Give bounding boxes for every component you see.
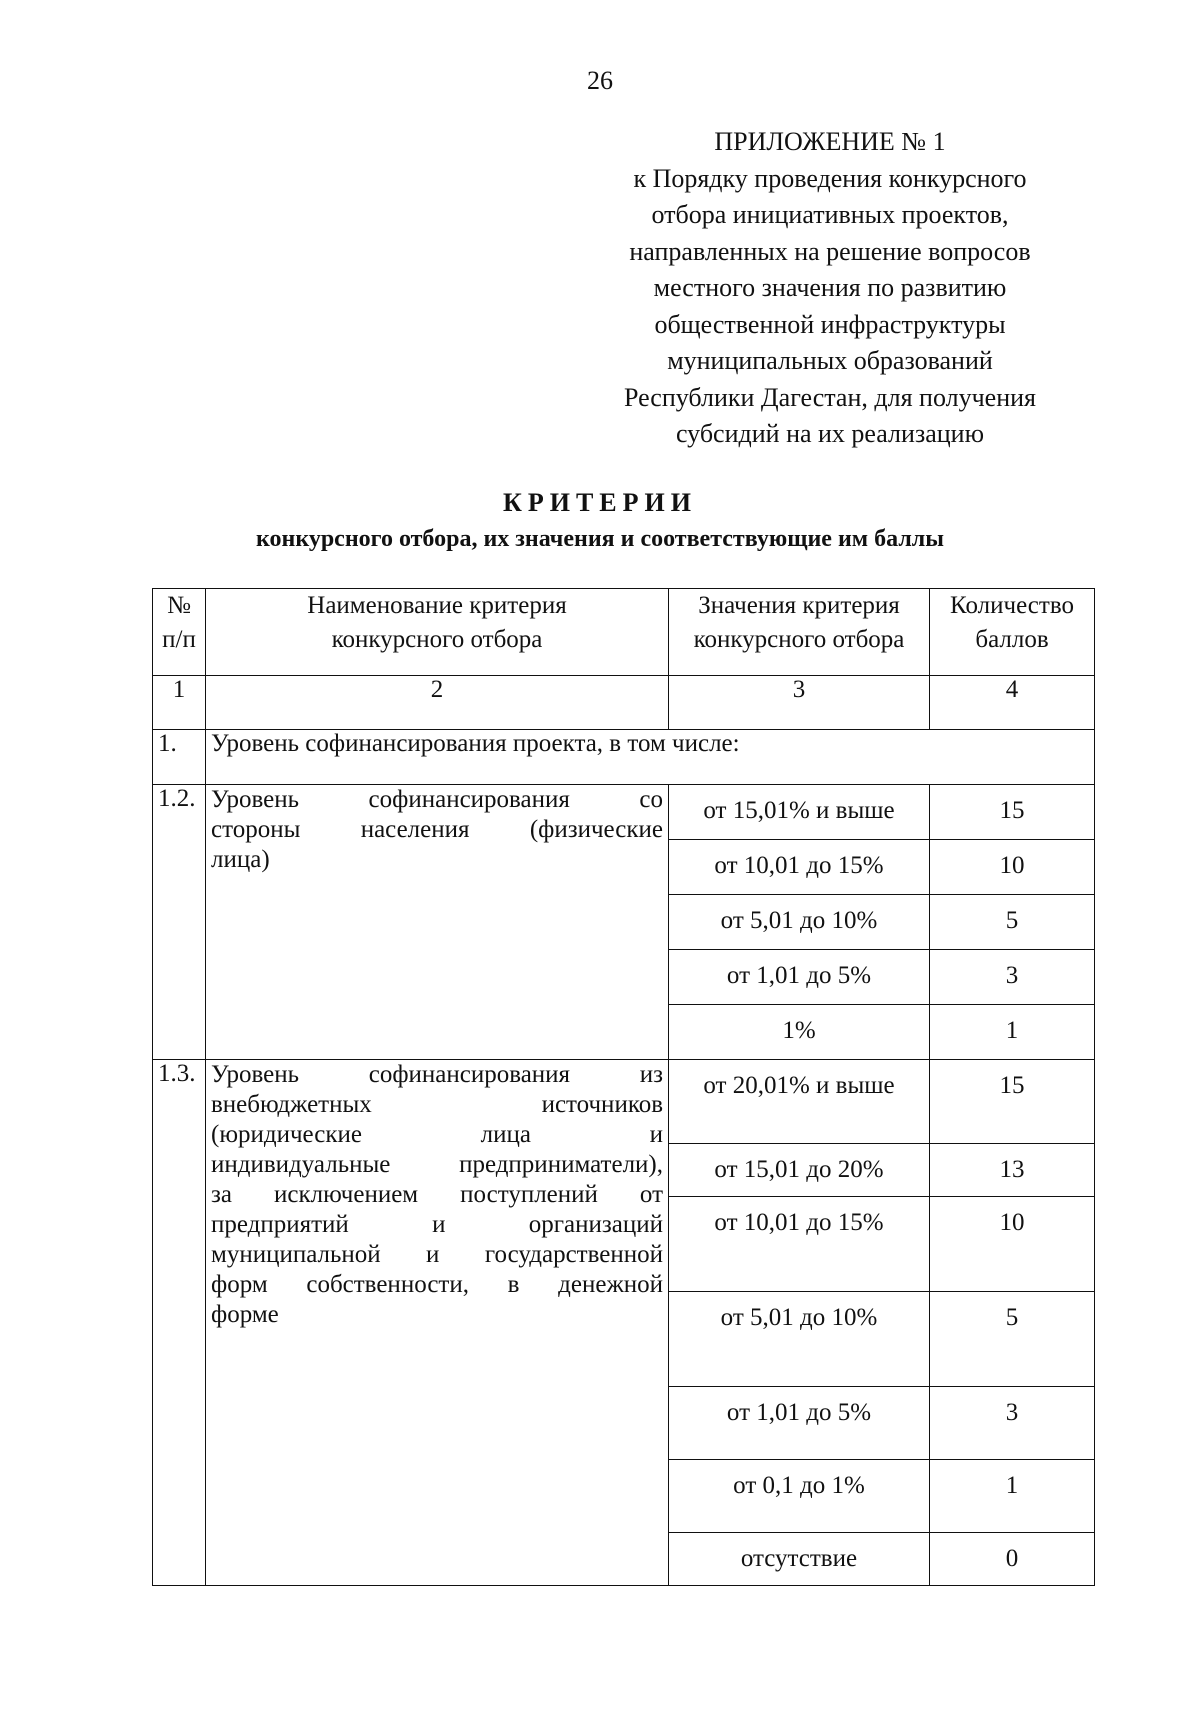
column-number-row: [153, 676, 1095, 730]
header-cell-score: Количество баллов: [930, 589, 1095, 676]
column-number: 3: [669, 676, 930, 730]
criterion-score: 13: [930, 1144, 1095, 1197]
section-number: 1.: [153, 730, 206, 785]
document-title: КРИТЕРИИ: [503, 488, 697, 517]
appendix-line: к Порядку проведения конкурсного: [633, 163, 1027, 193]
criterion-text: Уровень софинансирования из внебюджетных источников (юридические лица и индивидуальные предприниматели), за исключением поступлений от предприятий и организаций муниципальной и государственной форм собственности, в денежной форме: [206, 1060, 669, 1586]
criterion-value: 1%: [669, 1005, 930, 1060]
criterion-value: от 1,01 до 5%: [669, 950, 930, 1005]
header-cell-value: Значения критерия конкурсного отбора: [669, 589, 930, 676]
criterion-value: от 5,01 до 10%: [669, 895, 930, 950]
appendix-line: субсидий на их реализацию: [675, 419, 985, 448]
criterion-number: 1.3.: [153, 1060, 206, 1586]
criterion-value: от 0,1 до 1%: [669, 1460, 930, 1533]
section-text: Уровень софинансирования проекта, в том числе:: [206, 730, 1095, 785]
document-subtitle: конкурсного отбора, их значения и соответствующие им баллы: [256, 526, 944, 552]
page-number: 26: [587, 66, 613, 95]
criteria-table: [152, 588, 1095, 1586]
criterion-score: 15: [930, 785, 1095, 840]
appendix-line: местного значения по развитию: [653, 273, 1007, 302]
criterion-score: 1: [930, 1005, 1095, 1060]
appendix-line: отбора инициативных проектов,: [651, 200, 1009, 229]
criterion-value: отсутствие: [669, 1533, 930, 1586]
table-row: [153, 1060, 1095, 1144]
criterion-score: 0: [930, 1533, 1095, 1586]
column-number: 2: [206, 676, 669, 730]
criterion-score: 5: [930, 1292, 1095, 1387]
criterion-number: 1.2.: [153, 785, 206, 1060]
criterion-score: 15: [930, 1060, 1095, 1144]
criterion-value: от 10,01 до 15%: [669, 1197, 930, 1292]
criterion-value: от 20,01% и выше: [669, 1060, 930, 1144]
criterion-value: от 15,01 до 20%: [669, 1144, 930, 1197]
criterion-score: 1: [930, 1460, 1095, 1533]
appendix-line: направленных на решение вопросов: [629, 236, 1031, 266]
table-row: [153, 785, 1095, 840]
column-number: 1: [153, 676, 206, 730]
section-row: [153, 730, 1095, 785]
criterion-value: от 10,01 до 15%: [669, 840, 930, 895]
criterion-value: от 15,01% и выше: [669, 785, 930, 840]
appendix-line: ПРИЛОЖЕНИЕ № 1: [714, 127, 946, 156]
appendix-block: [570, 124, 1090, 453]
appendix-line: муниципальных образований: [667, 346, 993, 375]
appendix-line: общественной инфраструктуры: [654, 309, 1006, 339]
header-cell-criterion: Наименование критерия конкурсного отбора: [206, 589, 669, 676]
appendix-line: Республики Дагестан, для получения: [623, 382, 1036, 412]
criterion-score: 5: [930, 895, 1095, 950]
criterion-score: 10: [930, 840, 1095, 895]
criterion-score: 3: [930, 1387, 1095, 1460]
table-header-row: [153, 589, 1095, 676]
header-cell-number: № п/п: [153, 589, 206, 676]
criterion-value: от 5,01 до 10%: [669, 1292, 930, 1387]
criterion-score: 10: [930, 1197, 1095, 1292]
criterion-value: от 1,01 до 5%: [669, 1387, 930, 1460]
criterion-text: Уровень софинансирования со стороны населения (физические лица): [206, 785, 669, 1060]
column-number: 4: [930, 676, 1095, 730]
criterion-score: 3: [930, 950, 1095, 1005]
